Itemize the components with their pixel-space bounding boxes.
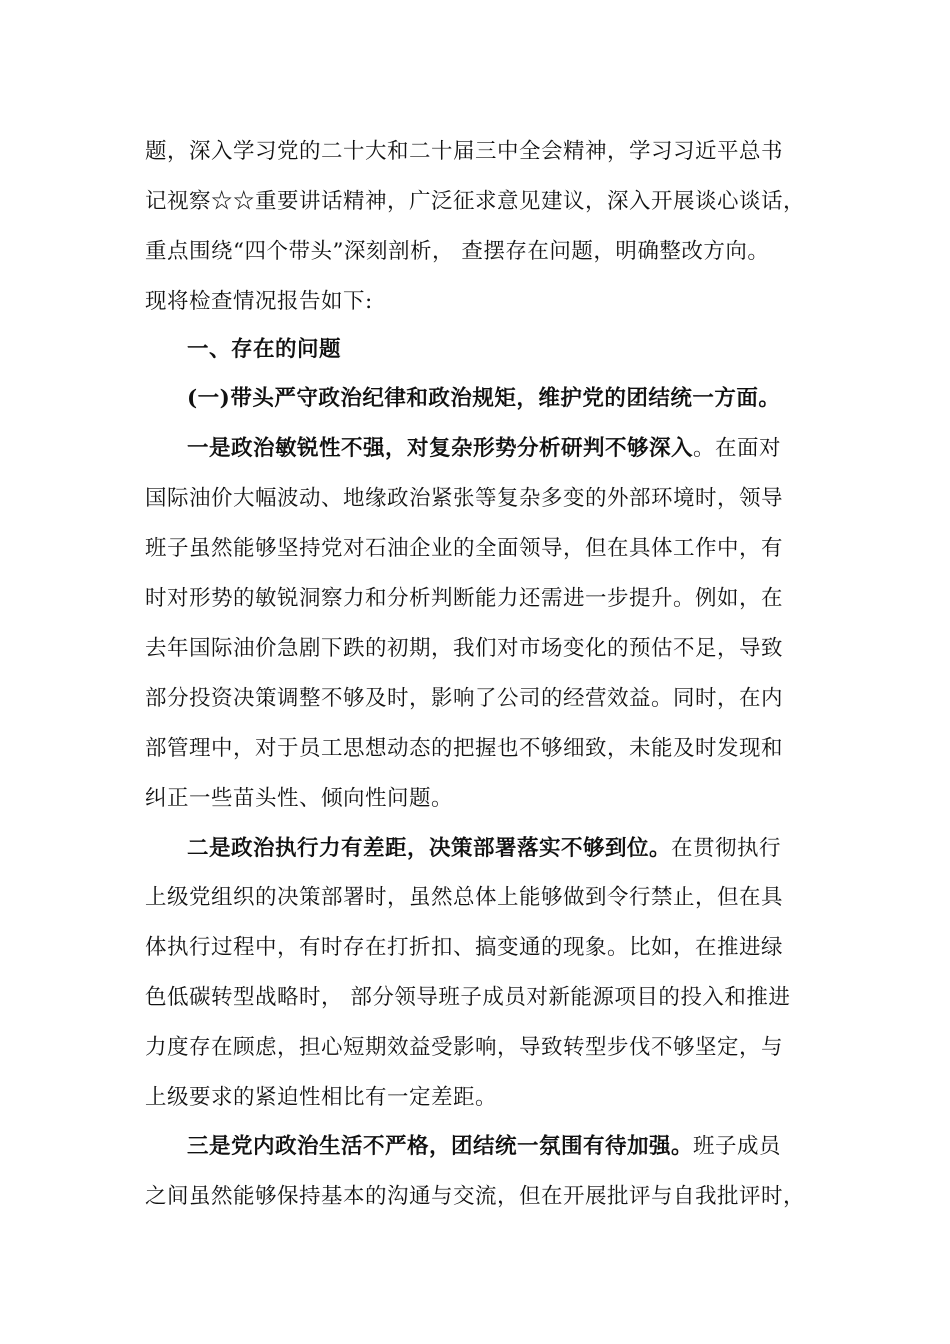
body-line: 上级要求的紧迫性相比有一定差距。 (145, 1085, 498, 1110)
body-line: 力度存在顾虑，担心短期效益受影响，导致转型步伐不够坚定，与 (145, 1035, 784, 1060)
paragraph-lead-line: 二是政治执行力有差距，决策部署落实不够到位。在贯彻执行 (187, 836, 782, 861)
body-line: 体执行过程中，有时存在打折扣、搞变通的现象。比如，在推进绿 (145, 935, 784, 960)
body-line: 之间虽然能够保持基本的沟通与交流，但在开展批评与自我批评时， (145, 1184, 806, 1209)
paragraph-lead-line: 一是政治敏锐性不强，对复杂形势分析研判不够深入。在面对 (187, 436, 782, 461)
body-line: 时对形势的敏锐洞察力和分析判断能力还需进一步提升。例如，在 (145, 586, 784, 611)
body-line: 纠正一些苗头性、倾向性问题。 (145, 786, 454, 811)
body-line: 重点围绕“四个带头”深刻剖析， 查摆存在问题，明确整改方向。 (145, 239, 770, 264)
subsection-heading: (一)带头严守政治纪律和政治规矩，维护党的团结统一方面。 (187, 386, 781, 411)
section-heading: 一、存在的问题 (187, 337, 342, 362)
lead-sentence: 二是政治执行力有差距，决策部署落实不够到位。 (187, 836, 672, 861)
lead-sentence: 一是政治敏锐性不强，对复杂形势分析研判不够深入 (187, 436, 694, 461)
body-line: 色低碳转型战略时， 部分领导班子成员对新能源项目的投入和推进 (145, 985, 791, 1010)
body-line: 国际油价大幅波动、地缘政治紧张等复杂多变的外部环境时，领导 (145, 486, 784, 511)
paragraph-lead-line: 三是党内政治生活不严格，团结统一氛围有待加强。班子成员 (187, 1134, 782, 1159)
lead-sentence: 三是党内政治生活不严格，团结统一氛围有待加强。 (187, 1134, 694, 1159)
body-line: 上级党组织的决策部署时，虽然总体上能够做到令行禁止，但在具 (145, 885, 784, 910)
body-line: 部管理中，对于员工思想动态的把握也不够细致，未能及时发现和 (145, 736, 784, 761)
body-line: 现将检查情况报告如下: (145, 289, 373, 314)
body-line: 记视察☆☆重要讲话精神，广泛征求意见建议，深入开展谈心谈话， (145, 189, 806, 214)
body-line: 班子虽然能够坚持党对石油企业的全面领导，但在具体工作中，有 (145, 536, 784, 561)
body-line: 题，深入学习党的二十大和二十届三中全会精神，学习习近平总书 (145, 139, 784, 164)
body-line: 去年国际油价急剧下跌的初期，我们对市场变化的预估不足，导致 (145, 636, 784, 661)
body-line: 部分投资决策调整不够及时，影响了公司的经营效益。同时，在内 (145, 686, 784, 711)
